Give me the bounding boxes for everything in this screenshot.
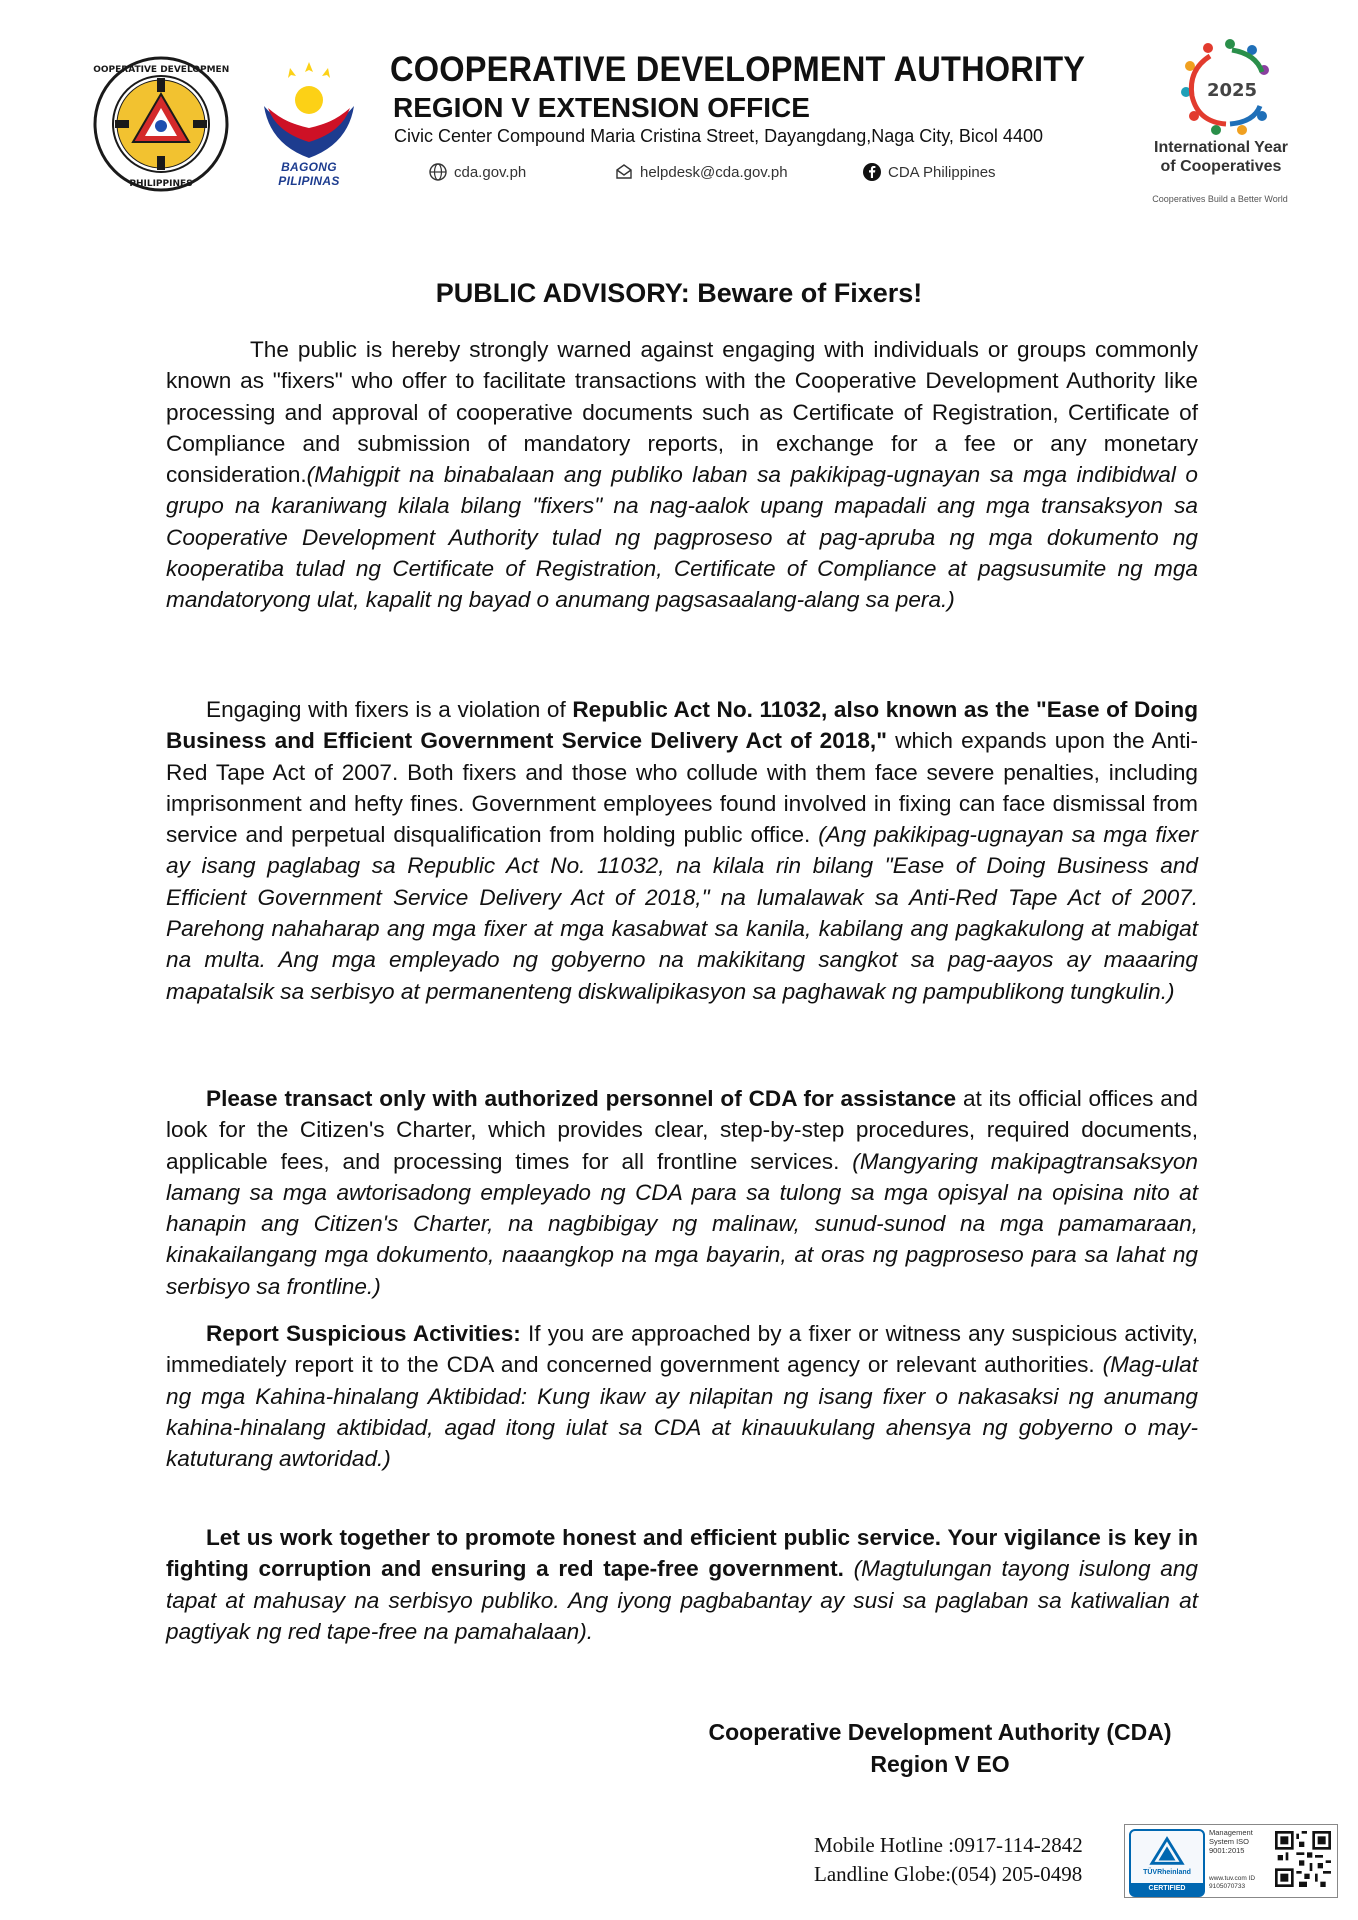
bagong-pilipinas-text: BAGONG PILIPINAS (278, 160, 340, 188)
envelope-icon (614, 162, 634, 182)
mobile-hotline: Mobile Hotline :0917-114-2842 (814, 1833, 1083, 1857)
p2-bold: Republic Act No. 11032, also known as the "Ease of Doing Business and Efficient Government Service Delivery Act of 2018," (166, 697, 1199, 754)
website-contact[interactable] (428, 162, 526, 182)
svg-text:COOPERATIVE DEVELOPMENT: COOPERATIVE DEVELOPMENT (93, 65, 229, 75)
advisory-title: PUBLIC ADVISORY: Beware of Fixers! (435, 278, 923, 308)
office-name: REGION V EXTENSION OFFICE (393, 92, 810, 123)
paragraph-3 (166, 1083, 1198, 1302)
iyc-title: International Year of Cooperatives (1154, 139, 1288, 175)
p3-bold: Please transact only with authorized personnel of CDA for assistance (206, 1086, 957, 1111)
p3-text: at its official offices and look for the Citizen's Charter, which provides clear, step-by-step procedures, required documents, applicable fees, and processing times for all frontline services. (166, 1086, 1198, 1174)
iso-certification-badge (1124, 1824, 1338, 1898)
facebook-text: CDA Philippines (888, 163, 996, 181)
p4-italic: (Mag-ulat ng mga Kahina-hinalang Aktibidad: Kung ikaw ay nilapitan ng isang fixer o nakasaksi ng anumang kahina-hinalang aktibidad, agad itong iulat sa CDA at kinauukulang ahensya ng gobyerno o may-katuturang awtoridad.) (166, 1352, 1198, 1472)
hotline-block (814, 1831, 1083, 1889)
bagong-pilipinas-logo (250, 58, 368, 188)
p5-italic: (Magtulungan tayong isulong ang tapat at mahusay na serbisyo publiko. Ang iyong pagbabantay ay susi sa paglaban sa katiwalian at pagtiyak ng red tape-free na pamahalaan). (166, 1556, 1198, 1644)
landline-hotline: Landline Globe:(054) 205-0498 (814, 1862, 1083, 1886)
tuv-badge (1129, 1829, 1205, 1897)
org-name: COOPERATIVE DEVELOPMENT AUTHORITY (390, 50, 1086, 89)
tuv-triangle-icon (1133, 1833, 1201, 1871)
paragraph-1 (166, 334, 1198, 616)
p3-italic: (Mangyaring makipagtransaksyon lamang sa mga awtorisadong empleyado ng CDA para sa tulong sa mga opisyal na opisina nito at hanapin ang Citizen's Charter, na nagbibigay ng malinaw, sunud-sunod na mga pamamaraan, kinakailangang mga dokumento, naaangkop na mga bayarin, at oras ng pagproseso para sa lahat ng serbisyo sa frontline.) (166, 1148, 1198, 1299)
cda-seal-logo (93, 56, 229, 192)
svg-text:PHILIPPINES: PHILIPPINES (129, 179, 193, 189)
email-text: helpdesk@cda.gov.ph (640, 163, 788, 181)
paragraph-4 (166, 1318, 1198, 1474)
paragraph-2 (166, 694, 1198, 1007)
signature-line-2: Region V EO (870, 1751, 1010, 1777)
facebook-icon (862, 162, 882, 182)
p2-lead: Engaging with fixers is a violation of (206, 697, 573, 722)
website-text: cda.gov.ph (454, 163, 527, 181)
facebook-contact[interactable] (862, 162, 996, 182)
p4-bold: Report Suspicious Activities: (206, 1321, 521, 1346)
cert-url-text: www.tuv.com ID 9105070733 (1209, 1875, 1256, 1890)
cert-system-text: Management System ISO 9001:2015 (1209, 1828, 1253, 1855)
office-address: Civic Center Compound Maria Cristina Street, Dayangdang,Naga City, Bicol 4400 (394, 126, 1043, 146)
globe-icon (428, 162, 448, 182)
p2-text: which expands upon the Anti-Red Tape Act of 2007. Both fixers and those who collude with them face severe penalties, including imprisonment and hefty fines. Government employees found involved in fixing can face dismissal from service and perpetual disqualification from holding public office. (166, 728, 1198, 848)
qr-code-icon (1275, 1831, 1331, 1887)
tuv-certified: CERTIFIED (1131, 1883, 1203, 1895)
signature-block (640, 1716, 1240, 1780)
p2-italic: (Ang pakikipag-ugnayan sa mga fixer ay isang paglabag sa Republic Act No. 11032, na kilala rin bilang "Ease of Doing Business and Efficient Government Service Delivery Act of 2018," na lumalawak sa Anti-Red Tape Act of 2007. Parehong nahaharap ang mga fixer at mga kasabwat sa kanila, kabilang ang pagkakulong at mabigat na multa. Ang mga empleyado ng gobyerno na makikitang sangkot sa pag-aayos ay maaaring mapatalsik sa serbisyo at permanenteng diskwalipikasyon sa paghawak ng pampublikong tungkulin.) (166, 822, 1198, 1004)
signature-line-1: Cooperative Development Authority (CDA) (708, 1719, 1172, 1745)
p5-bold: Let us work together to promote honest and efficient public service. Your vigilance is key in fighting corruption and ensuring a red tape-free government. (166, 1525, 1198, 1582)
paragraph-5 (166, 1522, 1198, 1647)
p4-text: If you are approached by a fixer or witness any suspicious activity, immediately report it to the CDA and concerned government agency or relevant authorities. (166, 1321, 1198, 1378)
iyc-2025-logo (1170, 36, 1280, 136)
iyc-tagline: Cooperatives Build a Better World (1152, 194, 1288, 204)
p1-text: The public is hereby strongly warned against engaging with individuals or groups commonly known as "fixers" who offer to facilitate transactions with the Cooperative Development Authority like processing and approval of cooperative documents such as Certificate of Registration, Certificate of Compliance and submission of mandatory reports, in exchange for a fee or any monetary consideration. (166, 337, 1198, 488)
p1-italic: (Mahigpit na binabalaan ang publiko laban sa pakikipag-ugnayan sa mga indibidwal o grupo na karaniwang kilala bilang "fixers" na nag-aalok upang mapadali ang mga transaksyon sa Cooperative Development Authority tulad ng pagproseso at pag-apruba ng mga dokumento ng kooperatiba tulad ng Certificate of Registration, Certificate of Compliance at pagsusumite ng mga mandatoryong ulat, kapalit ng bayad o anumang pagsasaalang-alang sa pera.) (166, 462, 1198, 613)
tuv-brand: TÜVRheinland (1143, 1869, 1191, 1876)
iyc-year-text: 2025 (1206, 80, 1258, 101)
email-contact[interactable] (614, 162, 788, 182)
